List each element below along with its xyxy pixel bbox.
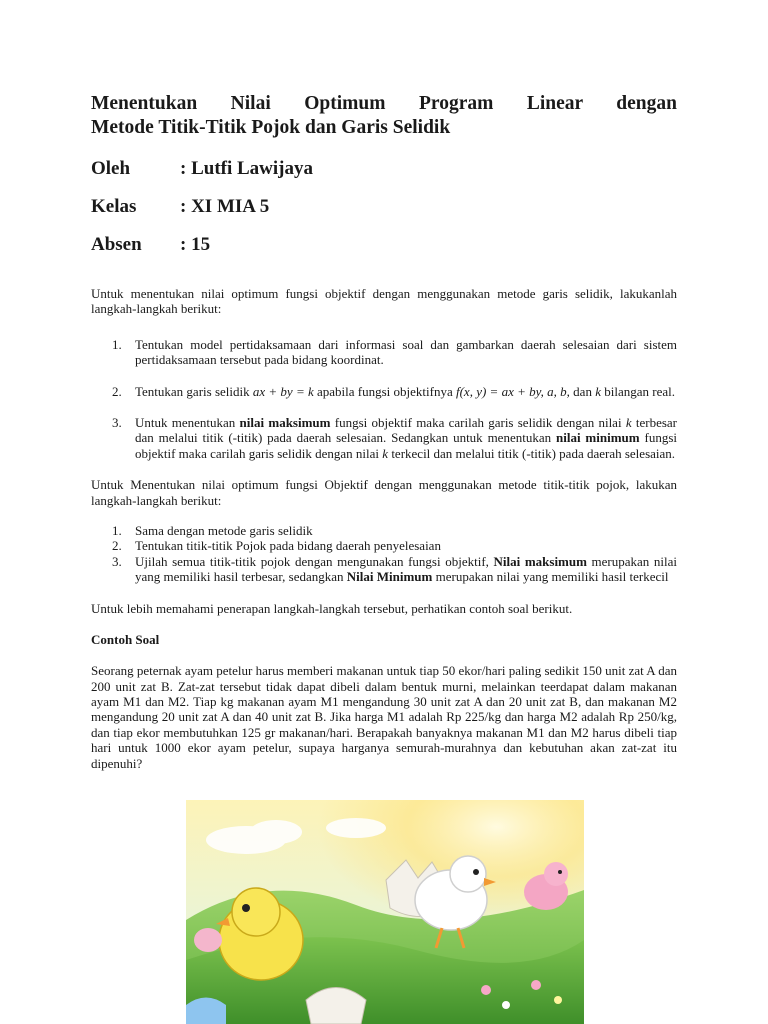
meta-row-absen [91,226,677,264]
equation: f(x, y) = ax + by, a, b, [455,383,570,399]
step-text: Untuk menentukan nilai maksimum fungsi objektif maka carilah garis selidik dengan nilai k terbesar dan melalui titik (-titik) pada daerah selesaian. Sedangkan untuk menentukan nilai minimum fungsi objektif maka carilah garis selidik dengan nilai k terkecil dan melalui titik (-titik) pada daerah selesaian. [135,415,678,461]
author-info [91,150,677,264]
step-text: Tentukan model pertidaksamaan dari informasi soal dan gambarkan daerah selesaian dari sistem pertidaksamaan tersebut pada bidang koordinat. [135,336,677,368]
intro-titik-pojok: Untuk Menentukan nilai optimum fungsi Objektif dengan menggunakan metode titik-titik pojok, lakukan langkah-langkah berikut: [91,477,677,508]
step-text: Tentukan titik-titik Pojok pada bidang daerah penyelesaian [135,538,441,554]
step-text: Sama dengan metode garis selidik [135,523,313,539]
list-item [91,523,677,538]
problem-text: Seorang peternak ayam petelur harus memberi makanan untuk tiap 50 ekor/hari paling sedikit 150 unit zat A dan 200 unit zat B. Zat-zat tersebut tidak dapat dibeli dalam bentuk murni, melainkan teerdapat dalam makanan ayam M1 dan M2. Tiap kg makanan ayam M1 mengandung 30 unit zat A dan 20 unit zat B, dan makanan M2 mengandung 20 unit zat A dan 40 unit zat B. Jika harga M1 adalah Rp 225/kg dan harga M2 adalah Rp 250/kg, dan tiap ekor membutuhkan 125 gr makanan/hari. Berapakah banyaknya makanan M1 dan M2 harus dibeli tiap hari untuk 1000 ekor ayam petelur, supaya harganya semurah-murahnya dan kebutuhan akan zat-zat itu dipenuhi? [91,663,677,771]
contoh-soal-heading: Contoh Soal [91,632,160,648]
list-number: 1. [112,523,122,539]
meta-row-kelas [91,188,677,226]
list-item [91,538,677,553]
equation: ax + by = k [252,383,314,399]
title-line-2: Metode Titik-Titik Pojok dan Garis Selidik [91,117,451,138]
list-item [91,554,677,585]
meta-value: : XI MIA 5 [180,196,270,217]
list-item [91,337,677,368]
meta-key: Absen [91,234,142,255]
meta-value: : 15 [180,234,211,255]
list-item [91,384,677,399]
meta-key: Kelas [91,196,137,217]
document-page [91,92,677,771]
steps-titik-pojok [91,523,677,585]
step-text: Ujilah semua titik-titik pojok dengan mengunakan fungsi objektif, Nilai maksimum merupakan nilai yang memiliki hasil terbesar, sedangkan Nilai Minimum merupakan nilai yang memiliki hasil terkecil [135,553,678,585]
list-number: 3. [112,553,122,569]
meta-key: Oleh [91,158,131,179]
meta-value: : Lutfi Lawijaya [180,158,313,179]
list-item [91,415,677,461]
list-number: 2. [112,538,122,554]
list-number: 2. [112,383,122,399]
intro-garis-selidik: Untuk menentukan nilai optimum fungsi objektif dengan menggunakan metode garis selidik, lakukanlah langkah-langkah berikut: [91,286,677,317]
steps-garis-selidik [91,337,677,461]
list-number: 3. [112,415,122,431]
list-number: 1. [112,336,122,352]
document-title [91,92,677,140]
meta-row-oleh [91,150,677,188]
intro-contoh: Untuk lebih memahami penerapan langkah-langkah tersebut, perhatikan contoh soal berikut. [91,600,573,616]
title-line-1: Menentukan Nilai Optimum Program Linear dengan [91,93,677,114]
chicks-illustration [186,800,584,1024]
step-text: Tentukan garis selidik ax + by = k apabila fungsi objektifnya f(x, y) = ax + by, a, b, dan k bilangan real. [135,383,675,399]
